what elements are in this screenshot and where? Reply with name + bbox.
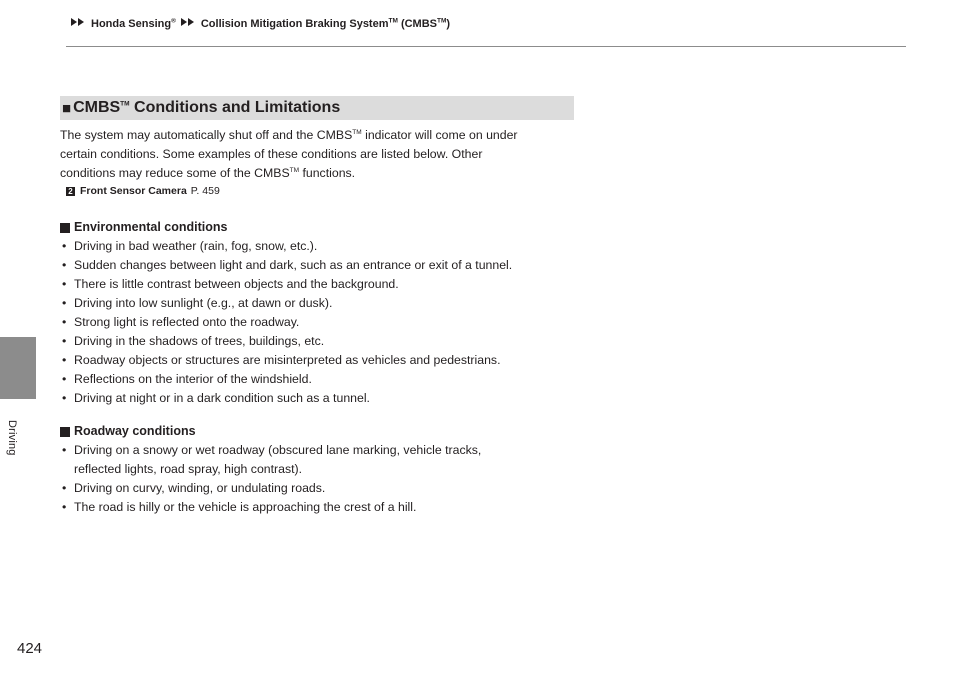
breadcrumb-item-honda-sensing[interactable]: Honda Sensing® [91,17,176,30]
roadway-conditions-section [60,422,600,517]
section-square-icon: ■ [62,99,72,117]
chapter-side-label [2,420,22,500]
heading-square-icon [60,427,70,437]
list-item: • Driving in the shadows of trees, buildings, etc. [62,334,325,348]
list-item: • Sudden changes between light and dark, such as an entrance or exit of a tunnel. [62,258,513,272]
list-item: • Strong light is reflected onto the roadway. [62,315,300,329]
list-item: • There is little contrast between objects and the background. [62,277,399,291]
intro-line-3: conditions may reduce some of the CMBS™ functions. [60,166,356,180]
environmental-conditions-heading: Environmental conditions [60,218,600,237]
list-item: • Driving on curvy, winding, or undulating roads. [62,481,326,495]
list-item: • Reflections on the interior of the windshield. [62,372,312,386]
environmental-conditions-list [60,237,600,408]
roadway-conditions-list [60,441,600,517]
breadcrumb-item-cmbs[interactable]: Collision Mitigation Braking System™ (CMBS™) [200,17,451,30]
roadway-conditions-heading: Roadway conditions [60,422,600,441]
breadcrumb [66,18,450,30]
chapter-label-text: Driving [6,420,18,456]
environmental-conditions-section [60,218,600,408]
list-item: • Driving on a snowy or wet roadway (obscured lane marking, vehicle tracks, reflected lights, road spray, high contrast). [62,443,482,476]
intro-paragraph [60,126,580,198]
chapter-tab-marker [0,337,36,399]
breadcrumb-arrow-icon [180,19,197,27]
heading-square-icon [60,223,70,233]
header-divider [66,46,906,47]
intro-line-2: certain conditions. Some examples of these conditions are listed below. Other [60,147,483,161]
breadcrumb-arrow-icon [70,19,87,27]
cross-reference-page: P. 459 [190,185,220,197]
list-item: • Driving in bad weather (rain, fog, snow, etc.). [62,239,318,253]
page-number: 424 [17,640,43,657]
cross-reference-title: Front Sensor Camera [80,185,187,197]
cross-reference-link[interactable] [66,184,580,198]
list-item: • The road is hilly or the vehicle is approaching the crest of a hill. [62,500,417,514]
section-heading-bar [60,96,574,120]
list-item: • Roadway objects or structures are misinterpreted as vehicles and pedestrians. [62,353,501,367]
intro-line-1: The system may automatically shut off and the CMBS™ indicator will come on under [60,128,518,142]
reference-arrow-icon: 2 [66,187,75,196]
section-title: CMBS™ Conditions and Limitations [73,99,341,116]
list-item: • Driving into low sunlight (e.g., at dawn or dusk). [62,296,333,310]
list-item: • Driving at night or in a dark condition such as a tunnel. [62,391,370,405]
